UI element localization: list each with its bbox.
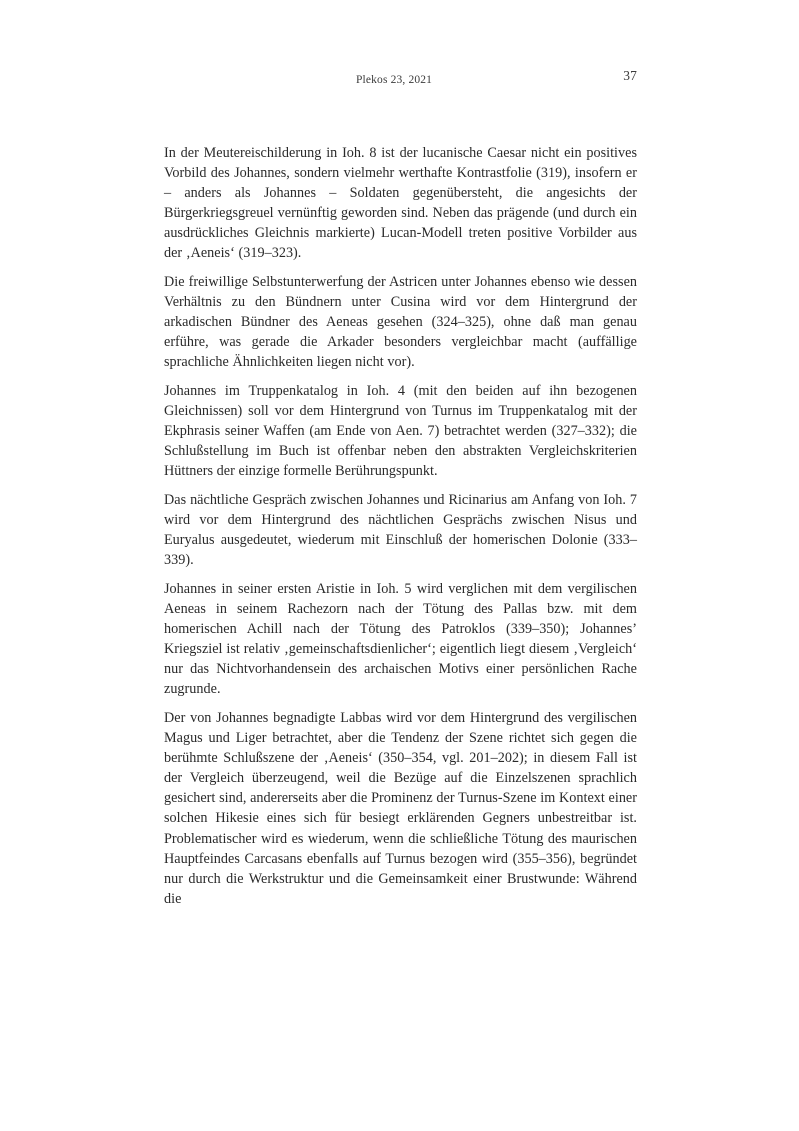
paragraph: Die freiwillige Selbstunterwerfung der Astricen unter Johannes ebenso wie dessen Verhältnis zu den Bündnern unter Cusina wird vor dem Hintergrund der arkadischen Bündner des Aeneas gesehen (324–325), ohne daß man genau erführe, was gerade die Arkader besonders vergleichbar macht (auffällige sprachliche Ähnlichkeiten liegen nicht vor).	[164, 274, 637, 371]
paragraph: In der Meutereischilderung in Ioh. 8 ist der lucanische Caesar nicht ein positives Vorbild des Johannes, sondern vielmehr werthafte Kontrastfolie (319), insofern er – anders als Johannes – Soldaten gegenübersteht, die angesichts der Bürgerkriegsgreuel vernünftig geworden sind. Neben das prägende (und durch ein ausdrückliches Gleichnis markierte) Lucan-Modell treten positive Vorbilder aus der ‚Aeneis‘ (319–323).	[164, 145, 637, 262]
running-head-title: Plekos 23, 2021	[356, 74, 433, 86]
running-header	[164, 68, 637, 90]
page-number: 37	[623, 68, 637, 83]
paragraph: Das nächtliche Gespräch zwischen Johannes und Ricinarius am Anfang von Ioh. 7 wird vor dem Hintergrund des nächtlichen Gesprächs zwischen Nisus und Euryalus ausgedeutet, wiederum mit Einschluß der homerischen Dolonie (333–339).	[164, 492, 637, 569]
paragraph: Johannes in seiner ersten Aristie in Ioh. 5 wird verglichen mit dem vergilischen Aeneas in seinem Rachezorn nach der Tötung des Pallas bzw. mit dem homerischen Achill nach der Tötung des Patroklos (339–350); Johannes’ Kriegsziel ist relativ ‚gemeinschaftsdienlicher‘; eigentlich liegt diesem ‚Vergleich‘ nur das Nichtvorhandensein des archaischen Motivs einer persönlichen Rache zugrunde.	[164, 580, 637, 698]
paragraph: Johannes im Truppenkatalog in Ioh. 4 (mit den beiden auf ihn bezogenen Gleichnissen) soll vor dem Hintergrund von Turnus im Truppenkatalog mit der Ekphrasis seiner Waffen (am Ende von Aen. 7) betrachtet werden (327–332); die Schlußstellung im Buch ist offenbar neben den abstrakten Vergleichskriterien Hüttners der einzige formelle Berührungspunkt.	[164, 383, 637, 480]
paragraph: Der von Johannes begnadigte Labbas wird vor dem Hintergrund des vergilischen Magus und Liger betrachtet, aber die Tendenz der Szene richtet sich gegen die berühmte Schlußszene der ‚Aeneis‘ (350–354, vgl. 201–202); in diesem Fall ist der Vergleich überzeugend, weil die Bezüge auf die Einzelszenen sprachlich gesichert sind, andererseits aber die Prominenz der Turnus-Szene im Kontext einer solchen Hikesie eines sich für besiegt erklärenden Gegners unbestreitbar ist. Problematischer wird es wiederum, wenn die schließliche Tötung des maurischen Hauptfeindes Carcasans ebenfalls auf Turnus bezogen wird (355–356), begründet nur durch die Werkstruktur und die Gemeinsamkeit einer Brustwunde: Während die	[164, 709, 637, 907]
body-text-column	[164, 143, 637, 909]
